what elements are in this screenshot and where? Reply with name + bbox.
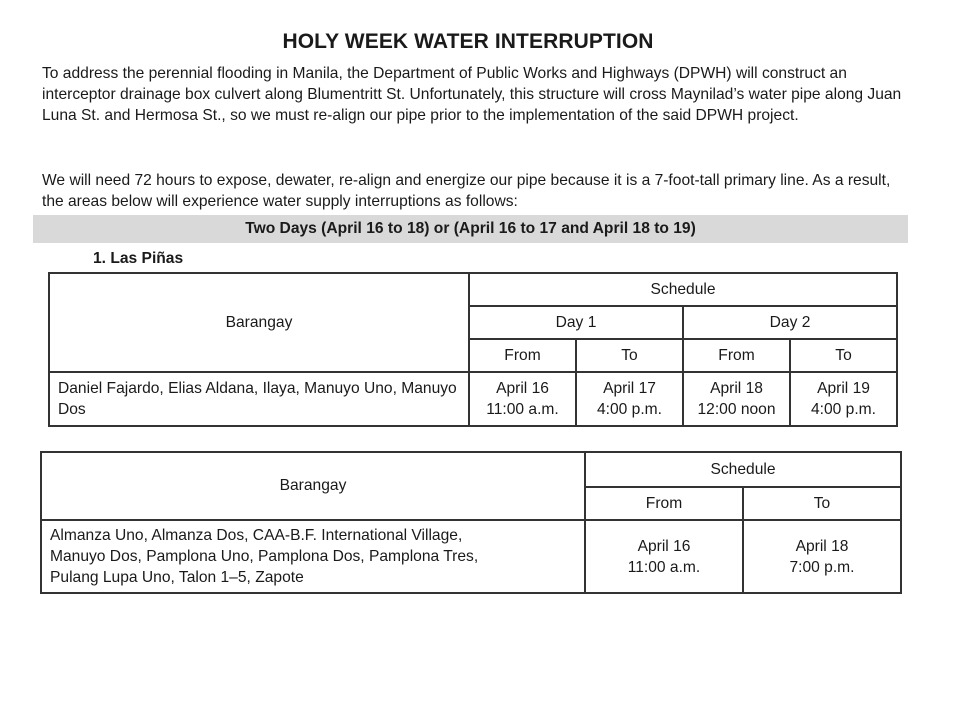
day1-from-cell <box>469 372 576 426</box>
day2-header: Day 2 <box>683 306 897 339</box>
las-pinas-two-day-table <box>48 272 898 427</box>
section-heading: 1. Las Piñas <box>93 250 184 267</box>
day1-header: Day 1 <box>469 306 683 339</box>
schedule-header: Schedule <box>469 273 897 306</box>
time-text: 11:00 a.m. <box>627 558 701 576</box>
time-text: 12:00 noon <box>697 401 776 418</box>
to-cell <box>743 520 901 593</box>
barangay-line: Almanza Uno, Almanza Dos, CAA-B.F. International Village, <box>50 527 463 544</box>
table-row <box>49 372 897 426</box>
time-text: 4:00 p.m. <box>596 401 662 418</box>
barangay-line: Manuyo Dos, Pamplona Uno, Pamplona Dos, Pamplona Tres, <box>50 548 479 565</box>
date-text: April 16 <box>637 537 691 555</box>
las-pinas-continuous-table <box>40 451 902 594</box>
day1-to-header: To <box>576 339 683 372</box>
date-text: April 17 <box>603 380 656 397</box>
barangay-list: Daniel Fajardo, Elias Aldana, Ilaya, Manuyo Uno, Manuyo Dos <box>49 372 469 426</box>
barangay-header: Barangay <box>49 273 469 372</box>
day2-from-cell <box>683 372 790 426</box>
to-header: To <box>743 487 901 520</box>
intro-paragraph: To address the perennial flooding in Manila, the Department of Public Works and Highways (DPWH) will construct an interceptor drainage box culvert along Blumentritt St. Unfortunately, this structure will cross Maynilad’s water pipe along Juan Luna St. and Hermosa St., so we must re-align our pipe prior to the implementation of the said DPWH project. <box>42 65 902 124</box>
schedule-header: Schedule <box>585 452 901 487</box>
day1-to-cell <box>576 372 683 426</box>
day2-from-header: From <box>683 339 790 372</box>
barangay-line: Pulang Lupa Uno, Talon 1–5, Zapote <box>50 569 304 586</box>
date-text: April 18 <box>710 380 763 397</box>
schedule-banner: Two Days (April 16 to 18) or (April 16 to 17 and April 18 to 19) <box>33 215 908 243</box>
from-header: From <box>585 487 743 520</box>
date-text: April 19 <box>817 380 870 397</box>
day2-to-cell <box>790 372 897 426</box>
page-title: HOLY WEEK WATER INTERRUPTION <box>282 30 654 53</box>
barangay-list <box>41 520 585 593</box>
time-text: 4:00 p.m. <box>811 401 877 418</box>
day2-to-header: To <box>790 339 897 372</box>
date-text: April 18 <box>795 537 849 555</box>
date-text: April 16 <box>496 380 549 397</box>
day1-from-header: From <box>469 339 576 372</box>
duration-paragraph: We will need 72 hours to expose, dewater, re-align and energize our pipe because it is a 7-foot-tall primary line. As a result, the areas below will experience water supply interruptions as follows: <box>42 172 891 210</box>
barangay-header: Barangay <box>41 452 585 520</box>
time-text: 11:00 a.m. <box>486 401 559 418</box>
from-cell <box>585 520 743 593</box>
time-text: 7:00 p.m. <box>789 558 855 576</box>
table-row <box>41 520 901 593</box>
